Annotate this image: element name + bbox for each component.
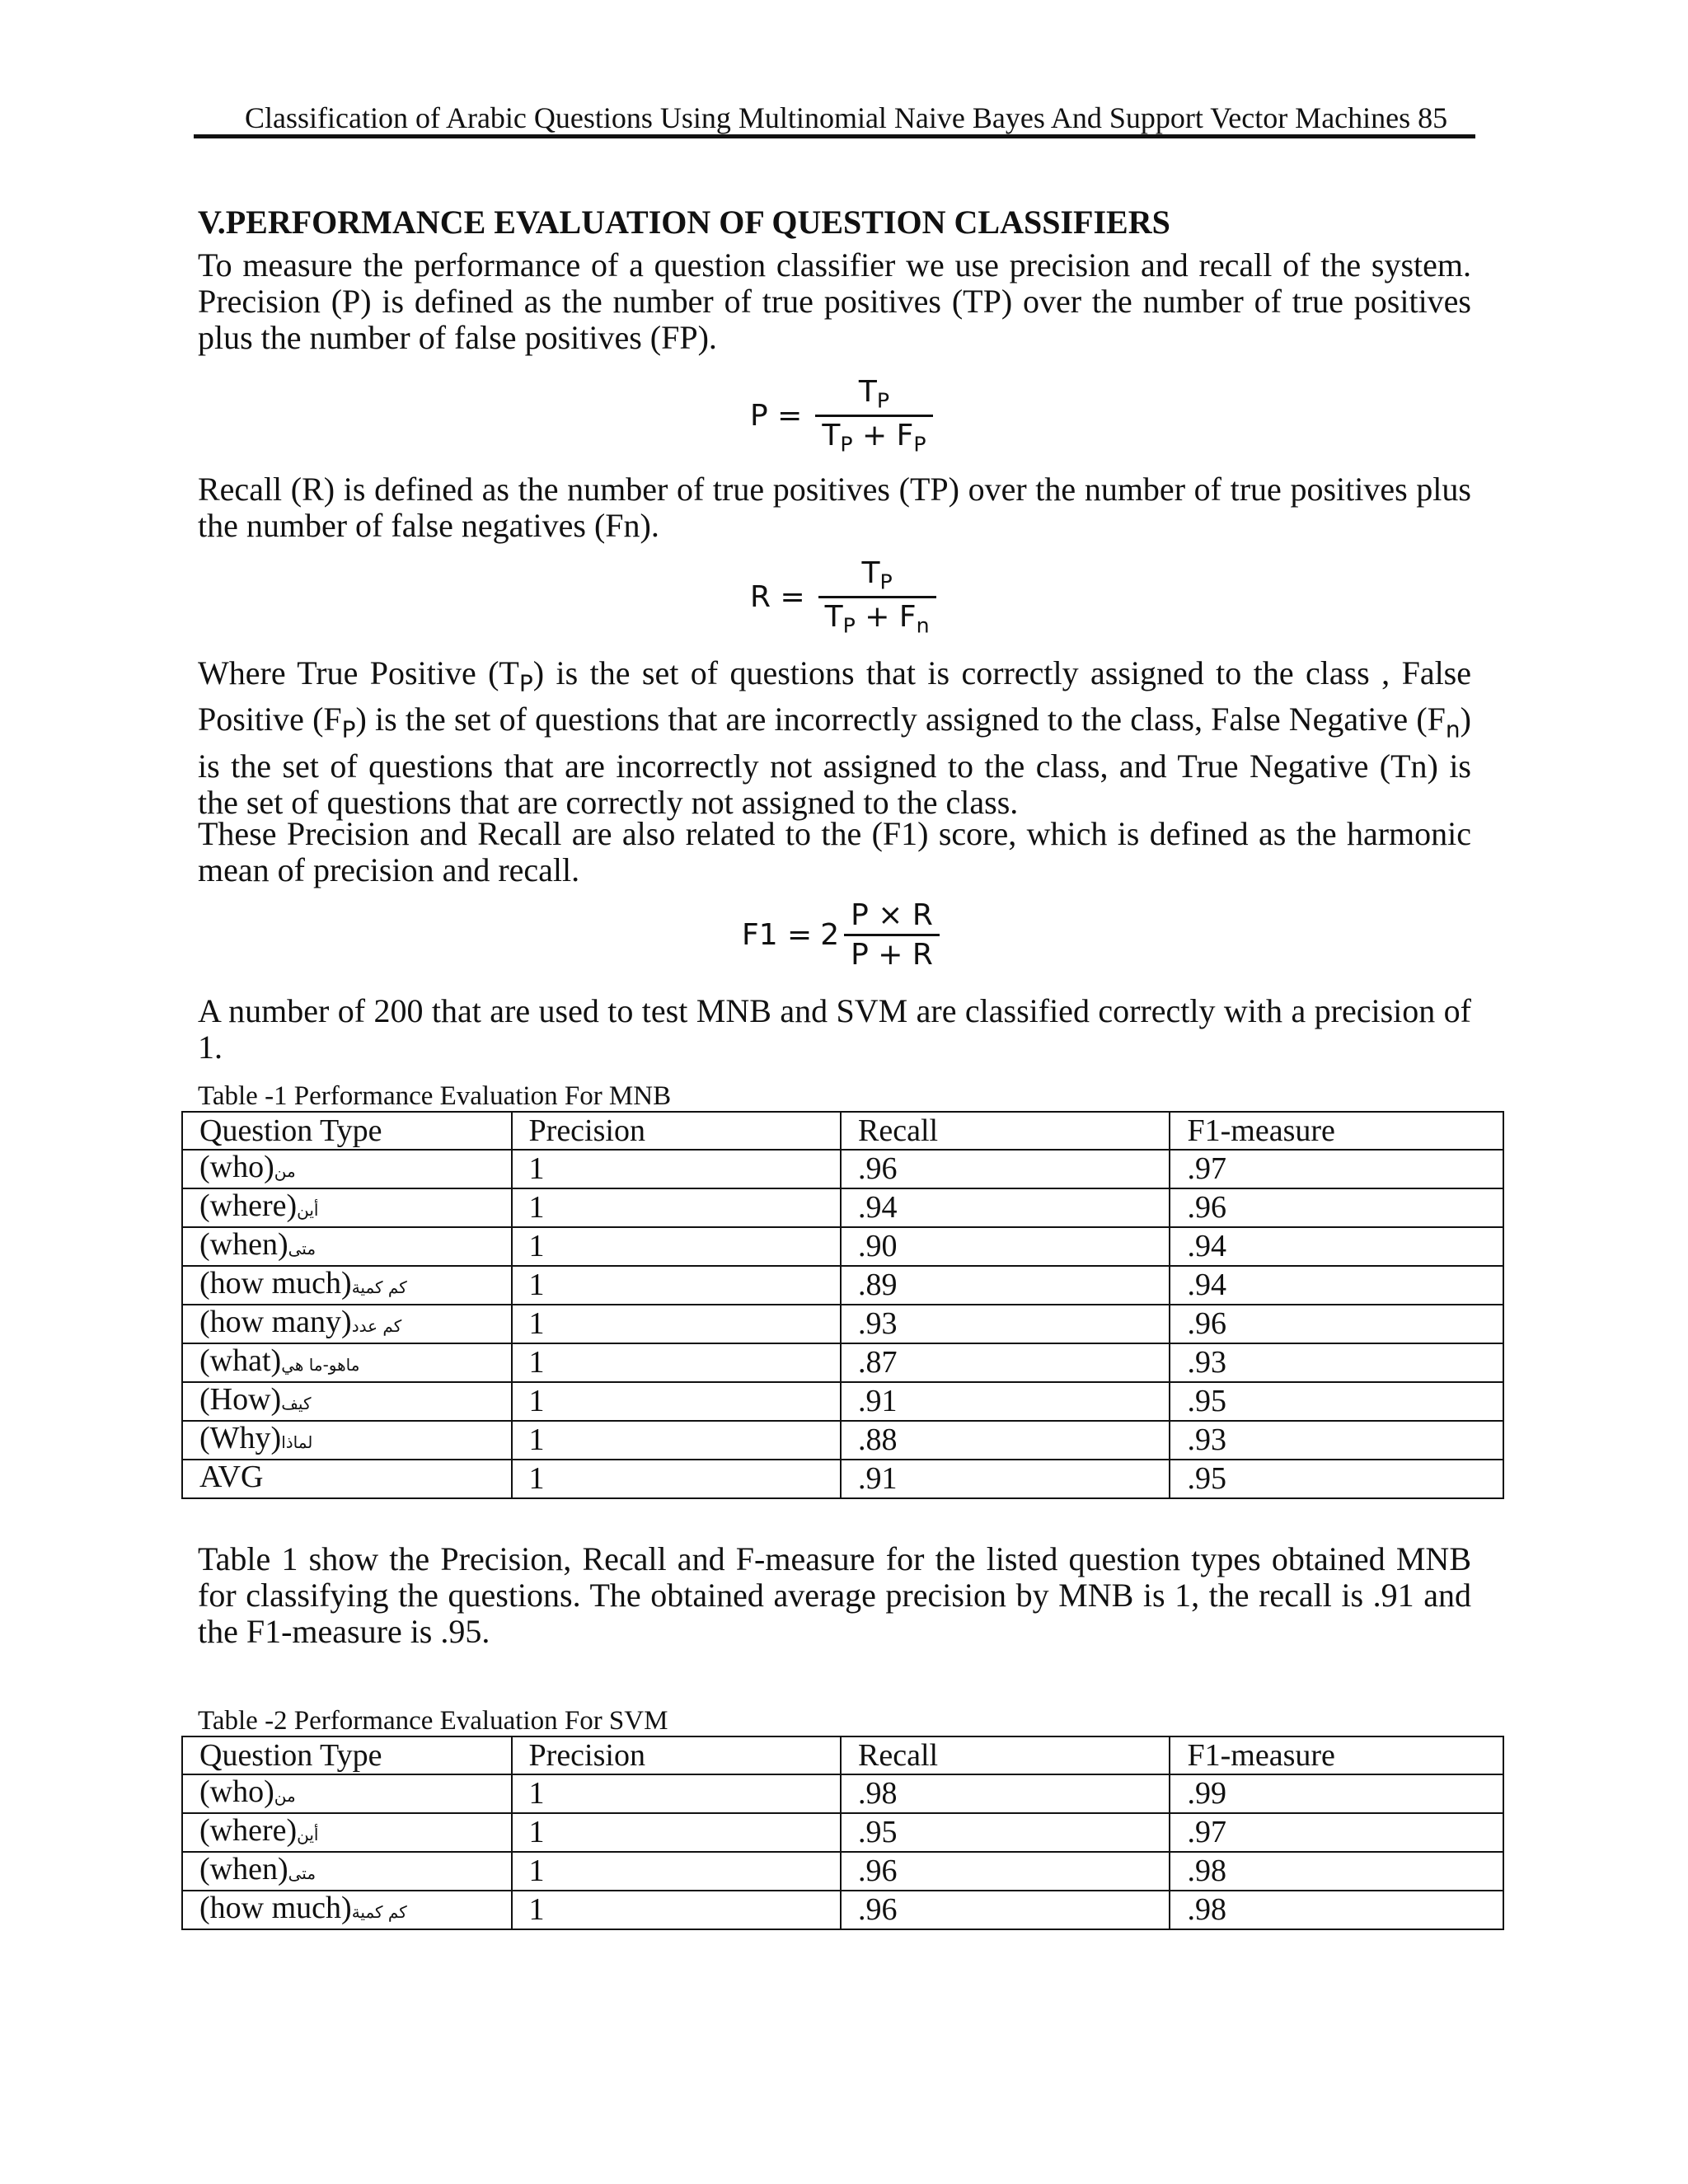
cell-precision: 1 [512,1852,842,1891]
header-f1: F1-measure [1170,1736,1503,1774]
question-type-arabic: ماهو-ما هي [281,1354,360,1375]
formula-precision [750,375,933,456]
question-type-arabic: كم كمية [351,1277,407,1297]
cell-question-type [182,1305,512,1343]
formula-coefficient: 2 [820,918,840,952]
header-question-type: Question Type [182,1112,512,1150]
formula-numerator: $T_P$ [861,556,893,594]
header-question-type: Question Type [182,1736,512,1774]
cell-recall: .91 [841,1382,1170,1421]
cell-recall: .89 [841,1266,1170,1305]
cell-precision: 1 [512,1150,842,1188]
header-recall: Recall [841,1112,1170,1150]
question-type-arabic: أين [297,1199,319,1220]
cell-f1: .96 [1170,1188,1503,1227]
question-type-label: (where) [199,1812,298,1848]
cell-recall: .90 [841,1227,1170,1266]
table-2-svm [181,1736,1504,1930]
cell-recall: .96 [841,1891,1170,1929]
table-row [182,1266,1503,1305]
cell-f1: .93 [1170,1343,1503,1382]
header-precision: Precision [512,1736,842,1774]
table-1-mnb [181,1111,1504,1499]
question-type-arabic: كيف [281,1393,312,1413]
table-row [182,1305,1503,1343]
table-row [182,1421,1503,1460]
cell-f1: .96 [1170,1305,1503,1343]
question-type-arabic: متى [288,1863,316,1883]
formula-fraction [815,375,932,456]
cell-precision: 1 [512,1421,842,1460]
cell-f1: .95 [1170,1382,1503,1421]
table-row [182,1774,1503,1813]
formula-f1 [742,898,940,972]
table-row [182,1813,1503,1852]
cell-precision: 1 [512,1305,842,1343]
paragraph-f1: These Precision and Recall are also related to the (F1) score, which is defined as the harmonic mean of precision and recall. [198,815,1471,888]
formula-lhs: R = [750,579,805,614]
cell-question-type [182,1382,512,1421]
cell-recall: .94 [841,1188,1170,1227]
paragraph-definitions: Where True Positive $(T_P)$ is the set of questions that is correctly assigned to the class , False Positive $(F_P)$ is the set of questions that are incorrectly assigned to the class, False Negative $(F_n)$ is the set of questions that are incorrectly not assigned to the class, and True Negative (Tn) is the set of questions that are correctly not assigned to the class. [198,654,1472,821]
cell-question-type [182,1774,512,1813]
question-type-arabic: كم كمية [351,1901,407,1922]
question-type-label: (Why) [199,1420,282,1455]
cell-question-type [182,1227,512,1266]
cell-recall: .93 [841,1305,1170,1343]
table-header-row [182,1736,1503,1774]
cell-precision: 1 [512,1227,842,1266]
cell-f1: .98 [1170,1852,1503,1891]
formula-numerator: $T_P$ [858,375,890,413]
cell-precision: 1 [512,1813,842,1852]
formula-denominator: $T_P + F_P$ [815,415,932,457]
question-type-label: (who) [199,1774,274,1809]
question-type-arabic: لماذا [281,1432,313,1452]
cell-recall: .91 [841,1460,1170,1498]
cell-precision: 1 [512,1774,842,1813]
cell-recall: .96 [841,1150,1170,1188]
paragraph-test-count: A number of 200 that are used to test MNB and SVM are classified correctly with a precision of 1. [198,992,1471,1066]
cell-precision: 1 [512,1891,842,1929]
paragraph-table-1-summary: Table 1 show the Precision, Recall and F-measure for the listed question types obtained MNB for classifying the questions. The obtained average precision by MNB is 1, the recall is .91 and the F1-measure is .95. [198,1540,1471,1650]
cell-precision: 1 [512,1188,842,1227]
cell-f1: .97 [1170,1813,1503,1852]
cell-recall: .87 [841,1343,1170,1382]
table-row [182,1382,1503,1421]
cell-recall: .96 [841,1852,1170,1891]
cell-f1: .99 [1170,1774,1503,1813]
cell-question-type [182,1813,512,1852]
cell-precision: 1 [512,1266,842,1305]
section-title: V.PERFORMANCE EVALUATION OF QUESTION CLASSIFIERS [198,204,1170,241]
cell-precision: 1 [512,1382,842,1421]
question-type-label: (how many) [199,1304,352,1339]
question-type-label: (how much) [199,1890,352,1925]
table-row [182,1343,1503,1382]
cell-recall: .98 [841,1774,1170,1813]
header-recall: Recall [841,1736,1170,1774]
cell-f1: .94 [1170,1227,1503,1266]
cell-f1: .93 [1170,1421,1503,1460]
cell-question-type [182,1150,512,1188]
cell-f1: .97 [1170,1150,1503,1188]
cell-recall: .95 [841,1813,1170,1852]
question-type-arabic: كم عدد [351,1315,402,1336]
table-row [182,1227,1503,1266]
question-type-label: (who) [199,1149,274,1184]
cell-precision: 1 [512,1343,842,1382]
table-2-caption: Table -2 Performance Evaluation For SVM [198,1706,668,1736]
table-row [182,1188,1503,1227]
table-row [182,1891,1503,1929]
question-type-label: (what) [199,1343,282,1378]
cell-question-type [182,1421,512,1460]
formula-denominator: $T_P + F_n$ [818,596,936,638]
formula-fraction [844,898,940,972]
formula-fraction [818,556,936,637]
paragraph-recall: Recall (R) is defined as the number of true positives (TP) over the number of true positives plus the number of false negatives (Fn). [198,471,1471,544]
table-row [182,1150,1503,1188]
cell-question-type [182,1266,512,1305]
cell-question-type [182,1343,512,1382]
cell-precision: 1 [512,1460,842,1498]
cell-f1: .94 [1170,1266,1503,1305]
table-row [182,1852,1503,1891]
formula-recall [750,556,936,637]
paragraph-precision: To measure the performance of a question classifier we use precision and recall of the system. Precision (P) is defined as the number of true positives (TP) over the number of true positives plus the number of false positives (FP). [198,246,1471,356]
question-type-label: (How) [199,1381,282,1417]
formula-numerator: P × R [851,898,933,932]
table-row [182,1460,1503,1498]
question-type-arabic: أين [297,1824,319,1844]
question-type-label: (where) [199,1188,298,1223]
cell-question-type [182,1891,512,1929]
header-precision: Precision [512,1112,842,1150]
question-type-label: (how much) [199,1265,352,1301]
question-type-label: (when) [199,1851,288,1886]
question-type-label: AVG [199,1459,264,1494]
question-type-arabic: متى [288,1238,316,1258]
table-1-caption: Table -1 Performance Evaluation For MNB [198,1081,672,1111]
running-head: Classification of Arabic Questions Using Multinomial Naive Bayes And Support Vector Machines 85 [194,97,1475,138]
formula-lhs: P = [750,398,803,433]
cell-question-type [182,1188,512,1227]
table-header-row [182,1112,1503,1150]
cell-question-type [182,1852,512,1891]
cell-f1: .98 [1170,1891,1503,1929]
cell-question-type [182,1460,512,1498]
formula-lhs: F1 = [742,918,813,952]
cell-f1: .95 [1170,1460,1503,1498]
header-f1: F1-measure [1170,1112,1503,1150]
question-type-label: (when) [199,1226,288,1262]
question-type-arabic: من [274,1160,296,1181]
question-type-arabic: من [274,1785,296,1806]
cell-recall: .88 [841,1421,1170,1460]
formula-denominator: P + R [844,934,940,972]
